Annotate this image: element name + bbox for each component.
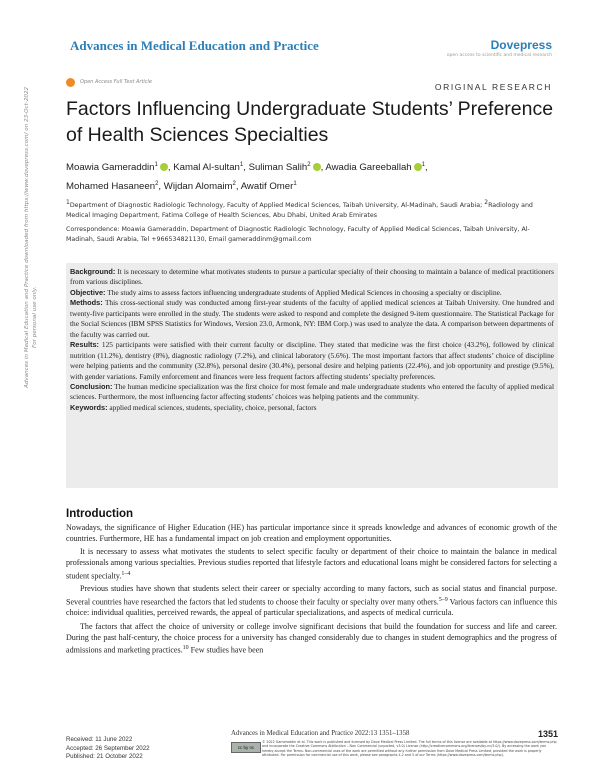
body-text [66,522,557,658]
author-list: Moawia Gameraddin$^1$ , Kamal Al-sultan$^1$, Suliman Salih$^2$ , Awadia Gareeballah $^1$, Mohamed Hasaneen$^2$, Wijdan Alomaim$^2$, Awatif Omer$^1$ [66,162,428,193]
section-heading: Introduction [66,508,134,520]
correspondence: Correspondence: Moawia Gameraddin, Department of Diagnostic Radiologic Technology, Faculty of Applied Medical Sciences, Taibah University, Al-Madinah, Saudi Arabia, Tel +966534821130, Email gameraddinm@gmail.com [66,226,530,243]
publisher-logo[interactable]: Dovepress [490,38,552,52]
open-access-label: Open Access Full Text Article [80,79,153,85]
article-title: Factors Influencing Undergraduate Students’ Preference of Health Sciences Specialties [66,98,554,146]
affiliations: $^1$Department of Diagnostic Radiologic Technology, Faculty of Applied Medical Sciences, Taibah University, Al-Madinah, Saudi Arabia; $^2$Radiology and Medical Imaging Department, Fatima College of Health Sciences, Abu Dhabi, United Arab Emirates [66,199,533,219]
publisher-tagline: open access to scientific and medical research [446,53,552,58]
footer-citation: Advances in Medical Education and Practice 2022:13 1351–1358 [231,730,410,737]
paragraph: Nowadays, the significance of Higher Education (HE) has particular importance since it spreads knowledge and advances of economic growth of the countries. Furthermore, HE has a fundamental impact on job creation and employment opportunities. [66,523,557,544]
page-number: 1351 [537,729,558,739]
abstract-background: Background: It is necessary to determine what motivates students to pursue a particular specialty of their choosing to maintain a balance of medical practitioners from various disciplines. [70,267,554,287]
cc-license-icon[interactable]: cc by nc [231,742,261,753]
author[interactable]: Moawia Gameraddin$^1$ [66,162,158,174]
orcid-icon[interactable] [313,163,321,171]
journal-title[interactable]: Advances in Medical Education and Practice [70,38,319,53]
citation-link[interactable]: 1–4 [121,570,131,577]
paragraph: It is necessary to assess what motivates the students to select specific faculty or department of their choice to maintain the balance in medical professionals among various specialties. Previous studies reported that lifestyle factors and educational loans might be considered factors for selecting a student specialty.$^{1-4}$ [66,547,557,581]
citation-link[interactable]: 5–9 [438,596,448,603]
author[interactable]: Awatif Omer$^1$ [240,181,297,193]
author[interactable]: Kamal Al-sultan$^1$ [173,162,244,174]
orcid-icon[interactable] [414,163,422,171]
abstract-keywords: Keywords: applied medical sciences, students, speciality, choice, personal, factors [70,402,317,412]
author[interactable]: Suliman Salih$^2$ [248,162,311,174]
author[interactable]: Awadia Gareeballah [325,162,412,174]
paragraph: Previous studies have shown that students select their career or specialty according to many factors, such as social status and financial purpose. Several countries have researched the factors that led students to choose their faculty or specialty over many others.$^{5-9}$ Various factors can influence this choice: individual qualities, perceived rewards, the appeal of particular specializations, and aspects of medical curricula. [66,584,557,618]
paragraph: The factors that affect the choice of university or college involve significant decisions that build the foundation for success and life and career. During the past half-century, the choice process for a university has changed considerably due to changes in student demographics and the progress of admissions and marketing practices.$^{10}$ Few studies have been [66,621,557,655]
publication-dates: Received: 11 June 2022 Accepted: 26 September 2022 Published: 21 October 2022 [66,736,150,761]
author[interactable]: Wijdan Alomaim$^2$ [163,181,236,193]
license-text: © 2022 Gameraddin et al. This work is published and licensed by Dove Medical Press Limited. The full terms of this license are available at https://www.dovepress.com/terms.php and incorporate the Creative Commons Attribution – Non Commercial (unported, v3.0) License (http://creativecommons.org/licenses/by-nc/3.0/). By accessing the work you hereby accept the Terms. Non-commercial uses of the work are permitted without any further permission from Dove Medical Press Limited, provided the work is properly attributed. For permission for commercial use of this work, please see paragraphs 4.2 and 5 of our Terms (https://www.dovepress.com/terms.php). [262,740,557,757]
orcid-icon[interactable] [160,163,168,171]
abstract [70,267,554,413]
download-note: Advances in Medical Education and Practice downloaded from https://www.dovepress.com/ on 23-Oct-2022 For personal use only. [24,86,38,388]
abstract-objective: Objective: The study aims to assess factors influencing undergraduate students of Applied Medical Sciences in choosing a specialty or discipline. [70,287,502,297]
article-type: ORIGINAL RESEARCH [434,82,552,92]
open-access-icon [66,78,75,87]
author[interactable]: Mohamed Hasaneen$^2$ [66,181,159,193]
abstract-methods: Methods: This cross-sectional study was conducted among first-year students of the faculty of applied medical sciences at Taibah University. One hundred and twenty-five participants were enrolled in the study. The students were asked to respond and complete the designed 9-item questionnaire. The Statistical Package for the Social Sciences (IBM SPSS Statistics for Windows, Version 23.0, Armonk, NY: IBM Corp.) was used to analyze the data. A comparison between departments of the faculty was carried out. [70,298,554,339]
citation-link[interactable]: 10 [182,644,189,651]
abstract-results: Results: 125 participants were satisfied with their current faculty or discipline. They stated that medicine was the first choice (43.2%), followed by clinical nutrition (11.2%), dentistry (8%), diagnostic radiology (7.2%), and clinical laboratory (5.6%). The most important factors that affect students’ choice of discipline were helping patients and the community (32.8%), personal desire (30.4%), personal desire and helping patients (22.4%), and job opportunity and prestige (9.5%), with gender variations. Family enforcement and finances were less frequent factors affecting students’ specialty preferences. [70,340,554,381]
abstract-conclusion: Conclusion: The human medicine specialization was the first choice for most female and male undergraduate students who entered the faculty of applied medical sciences. Furthermore, the most influencing factor affecting students’ choices was helping patients and the community. [70,381,554,402]
